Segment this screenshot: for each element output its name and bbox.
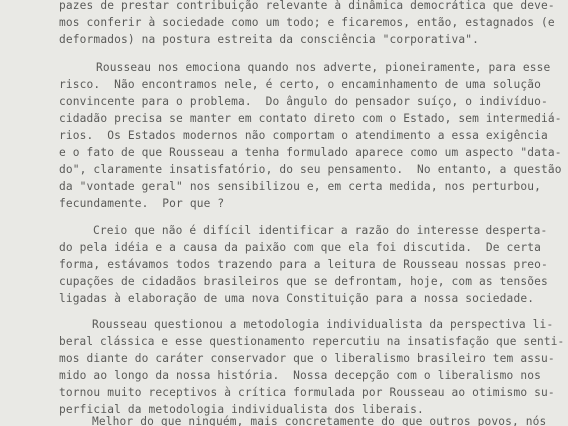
text-line: do", claramente insatisfatório, do seu pensamento. No entanto, a questão	[59, 163, 562, 176]
text-line: Rousseau questionou a metodologia individualista da perspectiva li-	[92, 318, 554, 331]
text-line: perficial da metodologia individualista dos liberais.	[59, 403, 424, 416]
text-line: mos conferir à sociedade como um todo; e ficaremos, então, estagnados (e	[59, 16, 555, 29]
text-line: cidadão precisa se manter em contato direto com o Estado, sem intermediá-	[59, 112, 562, 125]
text-line: convincente para o problema. Do ângulo do pensador suíço, o indivíduo-	[59, 95, 548, 108]
text-line: deformados) na postura estreita da consciência "corporativa".	[59, 33, 480, 46]
text-line: beral clássica e esse questionamento repercutiu na insatisfação que senti-	[59, 335, 565, 348]
text-line: fecundamente. Por que ?	[59, 197, 225, 210]
text-line: do pela idéia e a causa da paixão com que ela foi discutida. De certa	[59, 241, 541, 254]
text-line: mos diante do caráter conservador que o liberalismo brasileiro tem assu-	[59, 352, 555, 365]
text-line: rios. Os Estados modernos não comportam o atendimento a essa exigência	[59, 129, 548, 142]
text-line: Melhor do que ninguém, mais concretamente do que outros povos, nós	[92, 415, 547, 426]
text-line: Rousseau nos emociona quando nos adverte, pioneiramente, para esse	[96, 61, 551, 74]
text-line: risco. Não encontramos nele, é certo, o encaminhamento de uma solução	[59, 78, 541, 91]
text-line: cupações de cidadãos brasileiros que se defrontam, hoje, com as tensões	[59, 275, 548, 288]
text-line: e o fato de que Rousseau a tenha formulado aparece como um aspecto "data-	[59, 146, 562, 159]
text-line: ligadas à elaboração de uma nova Constituição para a nossa sociedade.	[59, 292, 535, 305]
text-line: pazes de prestar contribuição relevante à dinâmica democrática que deve-	[59, 0, 555, 12]
text-line: tornou muito receptivos à crítica formulada por Rousseau ao otimismo su-	[59, 386, 555, 399]
text-line: da "vontade geral" nos sensibilizou e, em certa medida, nos perturbou,	[59, 180, 541, 193]
text-line: mido ao longo da nossa história. Nossa decepção com o liberalismo nos	[59, 369, 541, 382]
text-line: Creio que não é difícil identificar a razão do interesse desperta-	[93, 224, 548, 237]
text-line: forma, estávamos todos trazendo para a leitura de Rousseau nossas preo-	[59, 258, 548, 271]
